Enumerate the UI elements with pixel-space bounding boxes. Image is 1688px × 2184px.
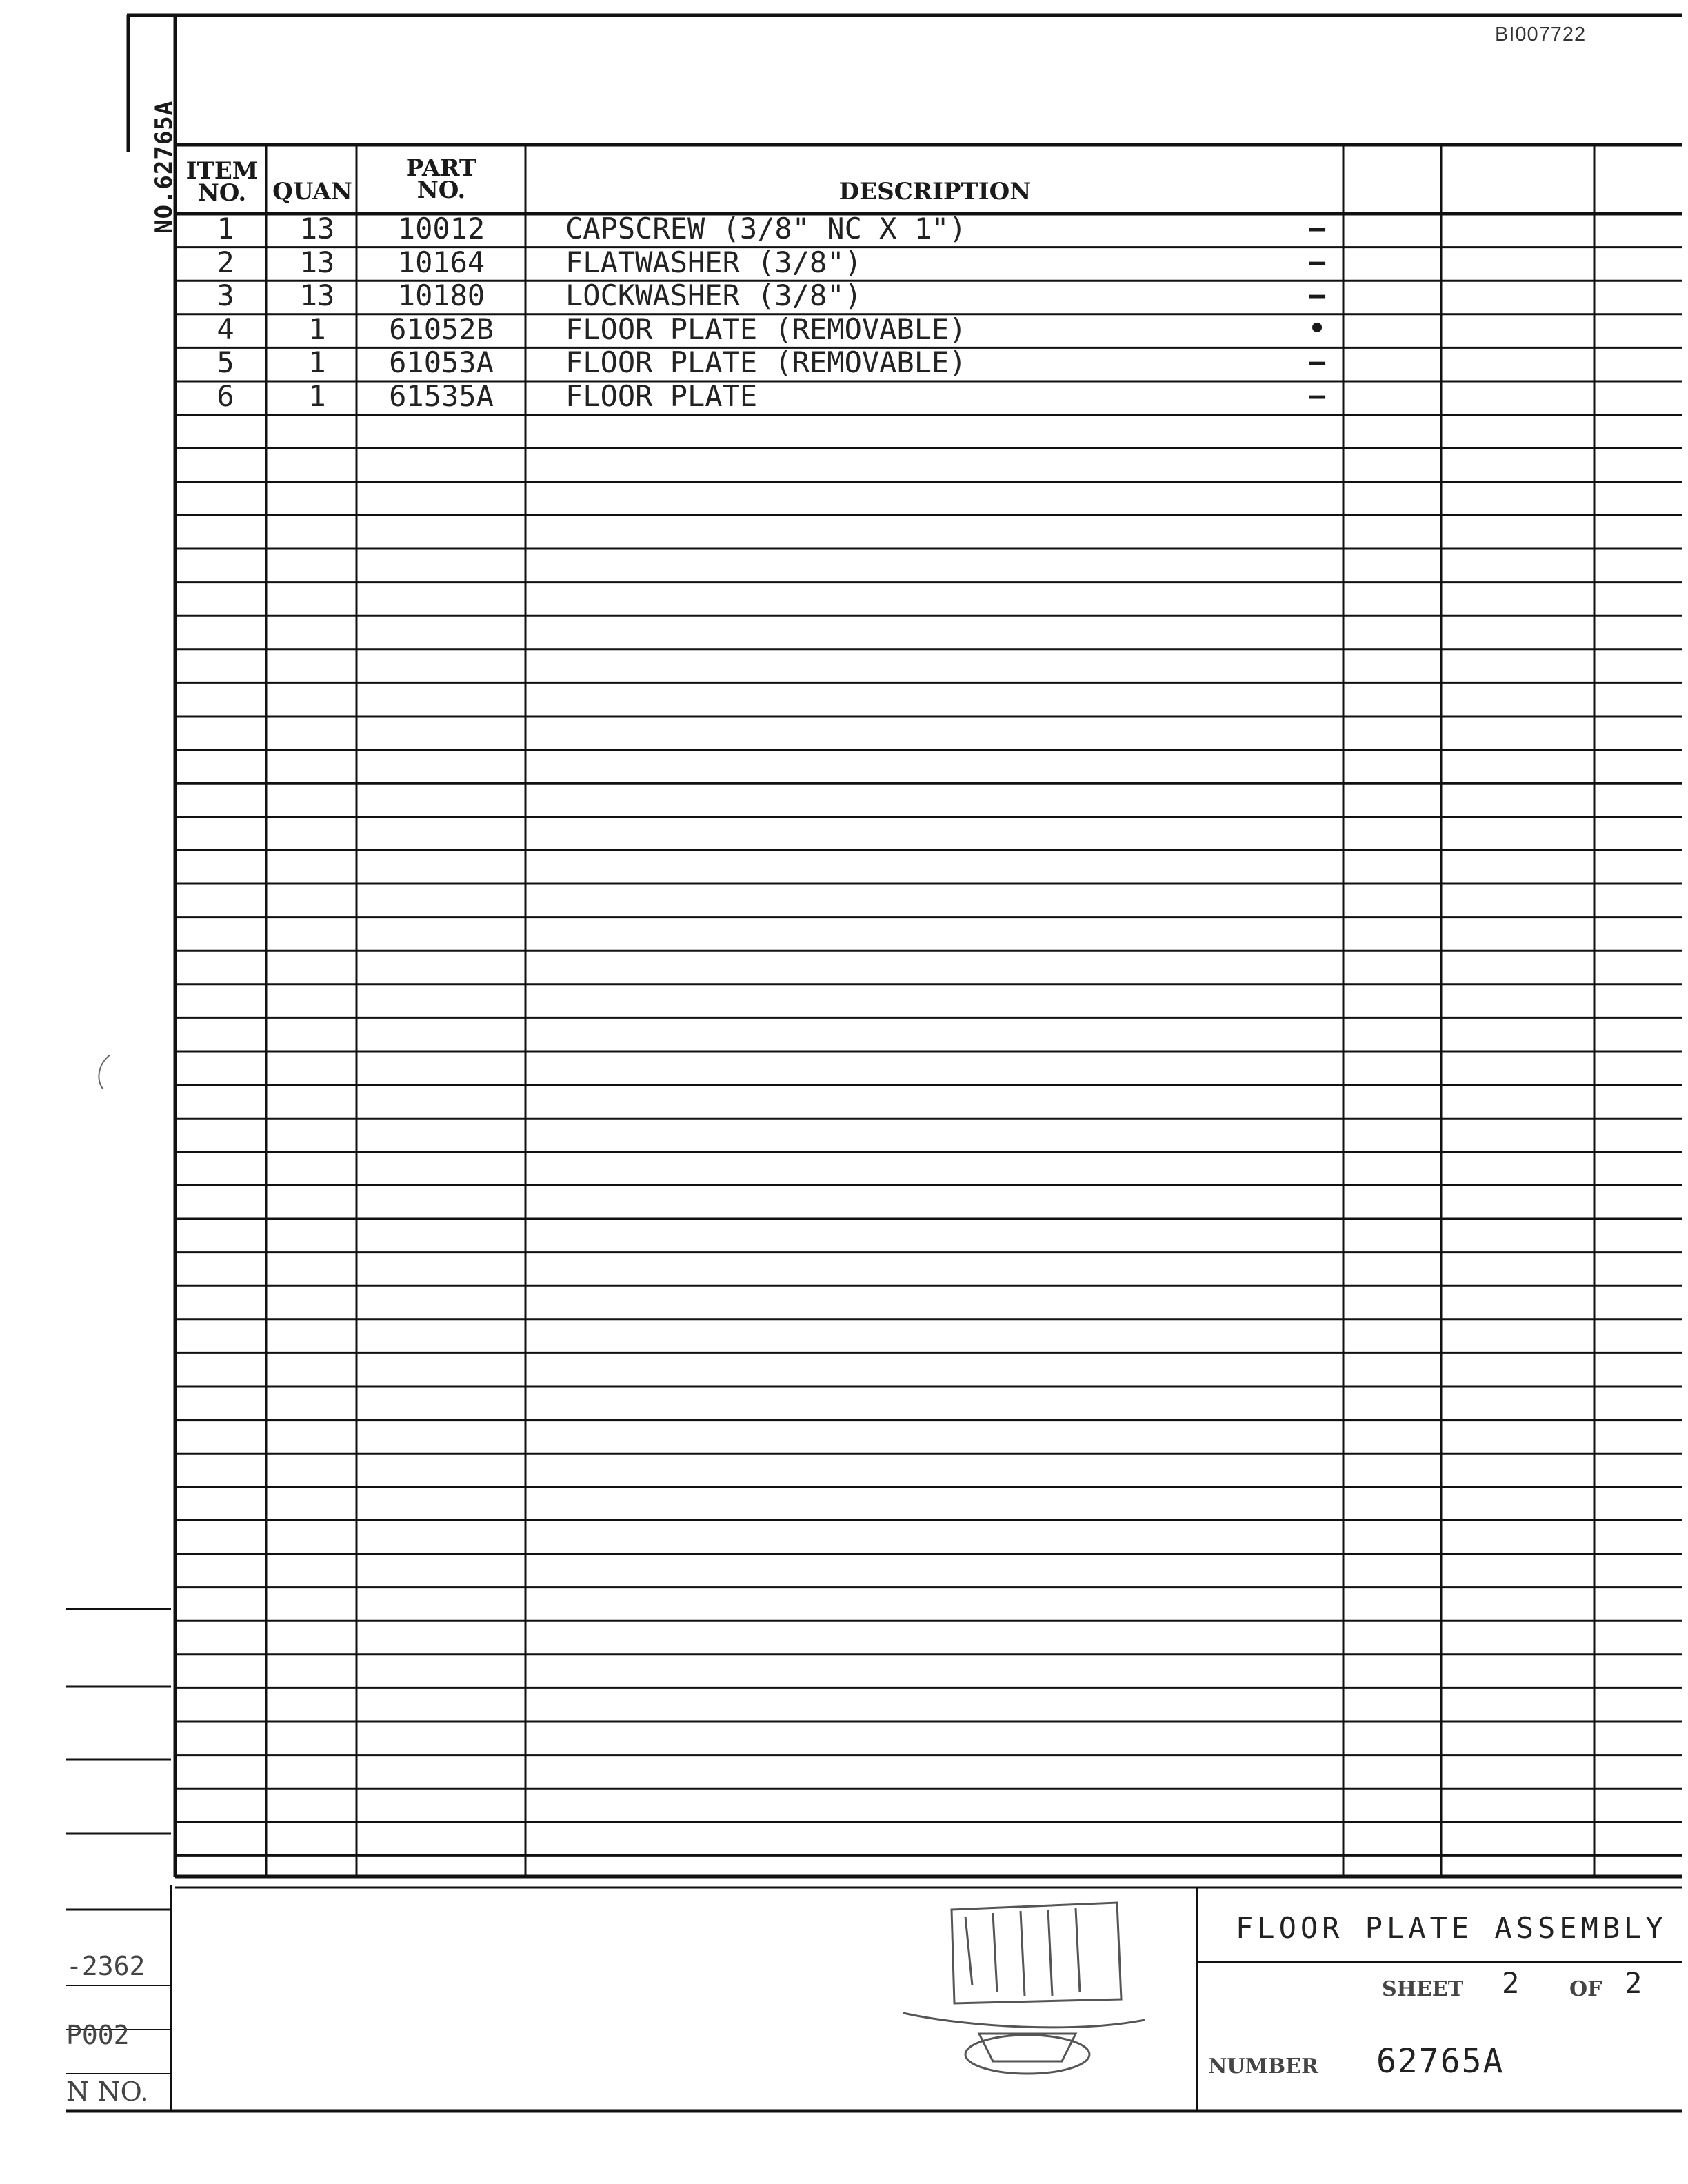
drawing-title: FLOOR PLATE ASSEMBLY	[1236, 1911, 1667, 1945]
sheet-number: 2	[1502, 1966, 1520, 2000]
cell-item-no: 1	[217, 212, 234, 245]
sheet-label: SHEET	[1382, 1977, 1464, 2001]
cell-item-no: 4	[217, 312, 234, 346]
cell-description: FLOOR PLATE	[565, 379, 758, 413]
cell-description: FLOOR PLATE (REMOVABLE)	[565, 312, 967, 346]
cell-item-no: 3	[217, 279, 234, 313]
cell-description: FLATWASHER (3/8")	[565, 245, 862, 279]
cell-quantity: 1	[308, 345, 326, 380]
cell-part-no: 10164	[397, 245, 485, 279]
left-fragment-3: N NO.	[66, 2076, 149, 2107]
row-revision-mark: —	[1308, 212, 1326, 244]
cell-part-no: 10180	[397, 279, 485, 313]
row-revision-mark: —	[1308, 346, 1326, 378]
header-description: DESCRIPTION	[838, 178, 1032, 205]
cell-description: LOCKWASHER (3/8")	[565, 279, 862, 313]
row-revision-mark: —	[1308, 380, 1326, 412]
cell-part-no: 61053A	[389, 345, 494, 380]
cell-description: CAPSCREW (3/8" NC X 1")	[565, 212, 967, 245]
row-revision-mark: —	[1308, 245, 1326, 278]
cell-item-no: 2	[217, 245, 234, 279]
row-revision-mark: —	[1308, 279, 1326, 312]
header-quan: QUAN	[272, 178, 352, 205]
sheet-total: 2	[1625, 1966, 1642, 2000]
cell-item-no: 6	[217, 379, 234, 413]
side-drawing-number: NO.62765A	[150, 100, 178, 234]
cell-item-no: 5	[217, 345, 234, 380]
number-label: NUMBER	[1208, 2054, 1318, 2079]
cell-description: FLOOR PLATE (REMOVABLE)	[565, 345, 967, 380]
document-id: BI007722	[1495, 23, 1587, 46]
cell-part-no: 61052B	[389, 312, 494, 346]
cell-quantity: 13	[299, 245, 335, 279]
stamp-emblem	[903, 1903, 1145, 2074]
left-fragment-2: P002	[66, 2020, 130, 2050]
drawing-number: 62765A	[1376, 2042, 1505, 2081]
row-revision-mark: •	[1308, 312, 1326, 345]
left-fragment-1: -2362	[66, 1951, 145, 1981]
header-item-no: ITEM NO.	[185, 157, 259, 207]
cell-part-no: 10012	[397, 212, 485, 245]
cell-quantity: 13	[299, 212, 335, 245]
of-label: OF	[1569, 1977, 1602, 2001]
header-part-no: PART NO.	[405, 154, 477, 204]
cell-quantity: 13	[299, 279, 335, 313]
cell-quantity: 1	[308, 312, 326, 346]
cell-quantity: 1	[308, 379, 326, 413]
cell-part-no: 61535A	[389, 379, 494, 413]
